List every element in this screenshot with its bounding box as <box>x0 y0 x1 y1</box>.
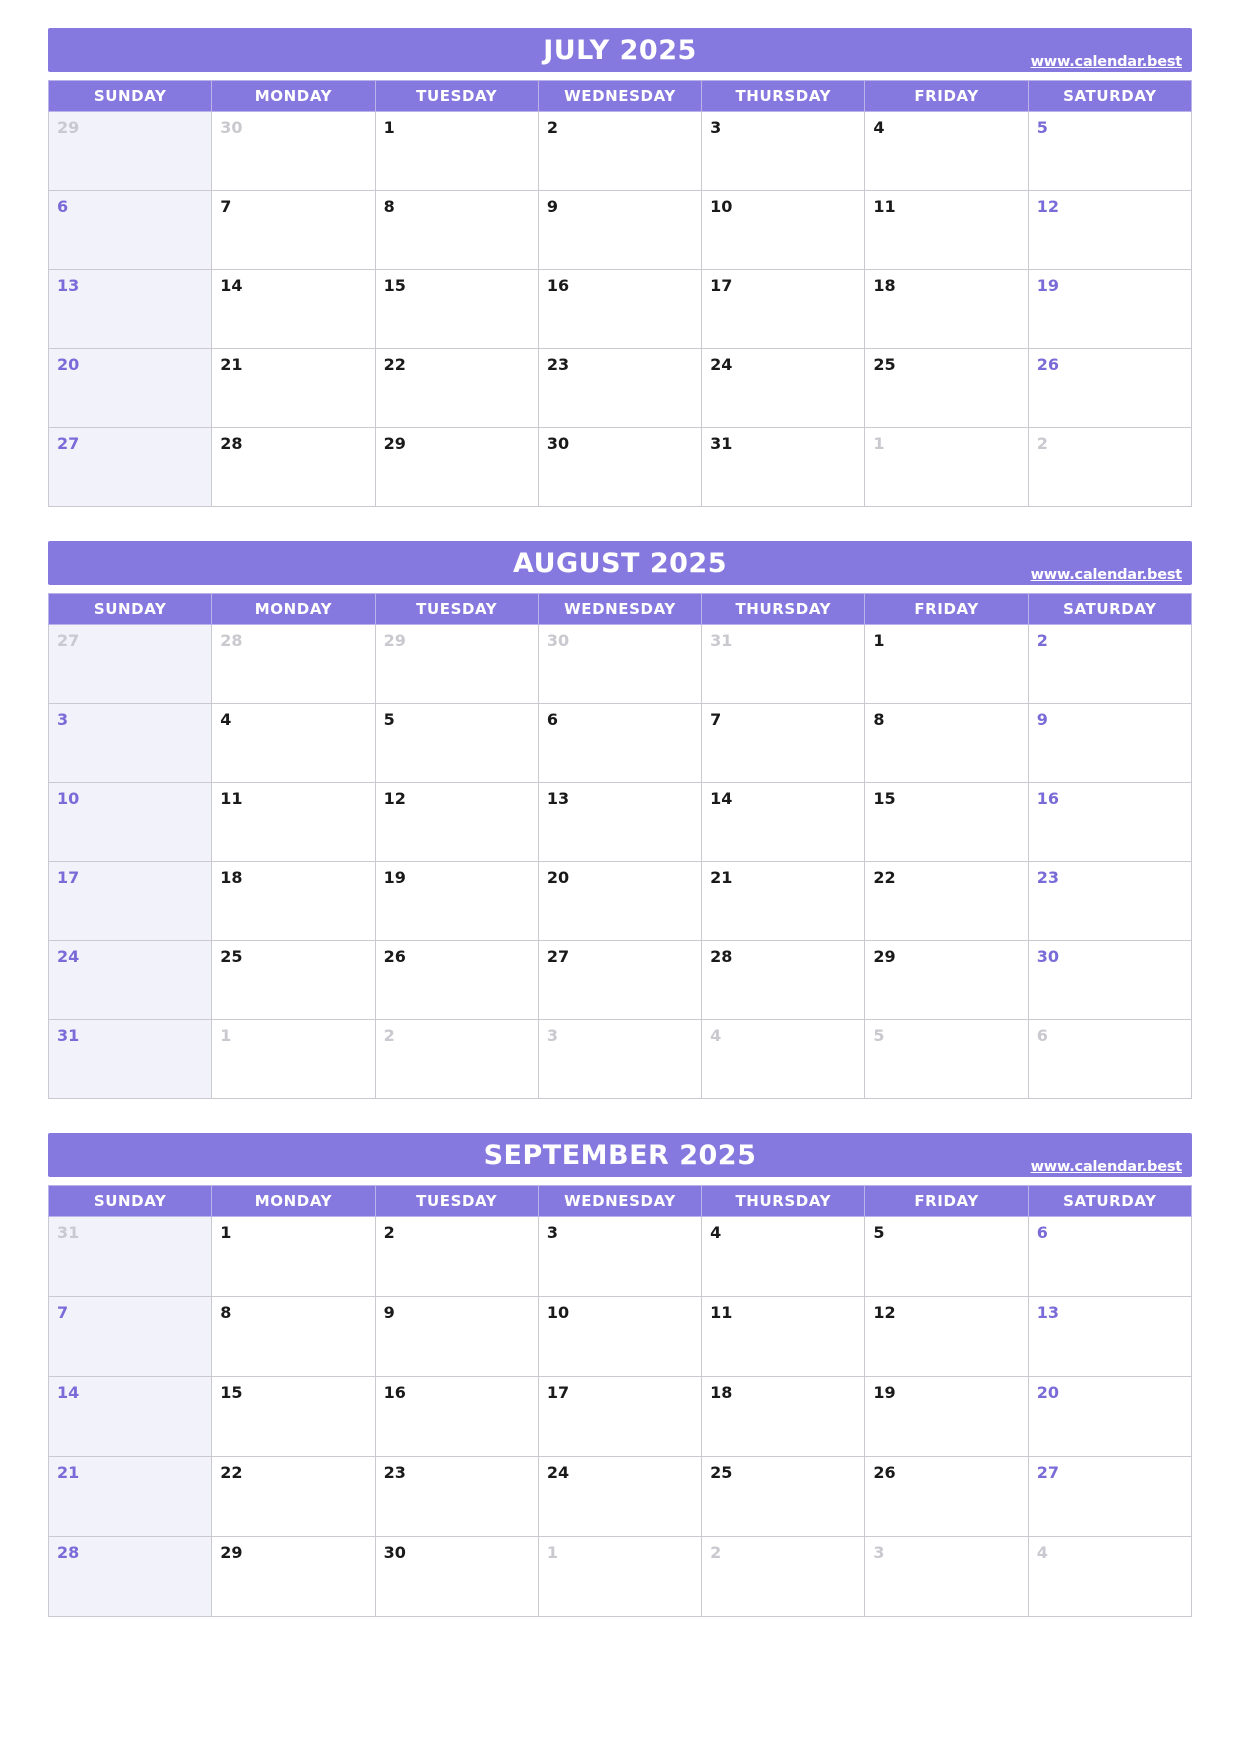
day-cell[interactable]: 8 <box>375 191 538 270</box>
week-row <box>49 941 1192 1020</box>
day-cell[interactable]: 14 <box>702 783 865 862</box>
weekday-header-friday: FRIDAY <box>865 81 1028 112</box>
weekday-header-friday: FRIDAY <box>865 594 1028 625</box>
day-cell[interactable]: 29 <box>49 112 212 191</box>
day-cell[interactable]: 23 <box>1028 862 1191 941</box>
day-cell[interactable]: 30 <box>375 1537 538 1617</box>
day-cell[interactable]: 28 <box>212 428 375 507</box>
day-cell[interactable]: 23 <box>375 1457 538 1537</box>
weekday-header-wednesday: WEDNESDAY <box>538 81 701 112</box>
day-cell[interactable]: 21 <box>212 349 375 428</box>
weekday-header-saturday: SATURDAY <box>1028 594 1191 625</box>
day-cell[interactable]: 5 <box>865 1020 1028 1099</box>
day-cell[interactable]: 22 <box>212 1457 375 1537</box>
week-row <box>49 625 1192 704</box>
weekday-header-friday: FRIDAY <box>865 1186 1028 1217</box>
day-cell[interactable]: 25 <box>212 941 375 1020</box>
day-cell[interactable]: 14 <box>212 270 375 349</box>
weekday-header-tuesday: TUESDAY <box>375 81 538 112</box>
day-cell[interactable]: 3 <box>49 704 212 783</box>
weekday-header-saturday: SATURDAY <box>1028 81 1191 112</box>
day-cell[interactable]: 29 <box>375 428 538 507</box>
day-cell[interactable]: 6 <box>1028 1217 1191 1297</box>
day-cell[interactable]: 5 <box>1028 112 1191 191</box>
day-cell[interactable]: 24 <box>538 1457 701 1537</box>
day-cell[interactable]: 14 <box>49 1377 212 1457</box>
day-cell[interactable]: 11 <box>212 783 375 862</box>
day-cell[interactable]: 1 <box>538 1537 701 1617</box>
day-cell[interactable]: 15 <box>375 270 538 349</box>
day-cell[interactable]: 17 <box>538 1377 701 1457</box>
day-cell[interactable]: 27 <box>1028 1457 1191 1537</box>
day-cell[interactable]: 22 <box>865 862 1028 941</box>
day-cell[interactable]: 12 <box>375 783 538 862</box>
day-cell[interactable]: 9 <box>1028 704 1191 783</box>
day-cell[interactable]: 25 <box>865 349 1028 428</box>
day-cell[interactable]: 27 <box>49 625 212 704</box>
day-cell[interactable]: 29 <box>212 1537 375 1617</box>
day-cell[interactable]: 1 <box>375 112 538 191</box>
day-cell[interactable]: 6 <box>49 191 212 270</box>
day-cell[interactable]: 9 <box>538 191 701 270</box>
weekday-header-saturday: SATURDAY <box>1028 1186 1191 1217</box>
weekday-header-monday: MONDAY <box>212 1186 375 1217</box>
day-cell[interactable]: 31 <box>702 625 865 704</box>
month-header-july <box>48 28 1192 72</box>
week-row <box>49 270 1192 349</box>
day-cell[interactable]: 1 <box>865 625 1028 704</box>
day-cell[interactable]: 7 <box>702 704 865 783</box>
day-cell[interactable]: 15 <box>212 1377 375 1457</box>
day-cell[interactable]: 8 <box>865 704 1028 783</box>
day-cell[interactable]: 17 <box>702 270 865 349</box>
calendar-table-august <box>48 593 1192 1099</box>
day-cell[interactable]: 10 <box>702 191 865 270</box>
day-cell[interactable]: 11 <box>702 1297 865 1377</box>
calendar-table-september <box>48 1185 1192 1617</box>
day-cell[interactable]: 3 <box>538 1217 701 1297</box>
day-cell[interactable]: 28 <box>212 625 375 704</box>
day-cell[interactable]: 24 <box>49 941 212 1020</box>
weekday-header-row <box>49 594 1192 625</box>
day-cell[interactable]: 31 <box>702 428 865 507</box>
table-head-row <box>49 594 1192 625</box>
site-url-link[interactable]: www.calendar.best <box>1030 567 1182 583</box>
day-cell[interactable]: 12 <box>865 1297 1028 1377</box>
day-cell[interactable]: 26 <box>375 941 538 1020</box>
day-cell[interactable]: 2 <box>375 1217 538 1297</box>
day-cell[interactable]: 30 <box>1028 941 1191 1020</box>
day-cell[interactable]: 7 <box>212 191 375 270</box>
day-cell[interactable]: 4 <box>702 1217 865 1297</box>
day-cell[interactable]: 10 <box>538 1297 701 1377</box>
day-cell[interactable]: 2 <box>538 112 701 191</box>
calendar-body <box>49 112 1192 507</box>
day-cell[interactable]: 9 <box>375 1297 538 1377</box>
day-cell[interactable]: 30 <box>212 112 375 191</box>
week-row <box>49 191 1192 270</box>
month-title: AUGUST 2025 <box>513 547 727 579</box>
month-header-august <box>48 541 1192 585</box>
day-cell[interactable]: 20 <box>538 862 701 941</box>
weekday-header-row <box>49 81 1192 112</box>
day-cell[interactable]: 19 <box>375 862 538 941</box>
day-cell[interactable]: 22 <box>375 349 538 428</box>
day-cell[interactable]: 16 <box>1028 783 1191 862</box>
day-cell[interactable]: 4 <box>212 704 375 783</box>
day-cell[interactable]: 18 <box>702 1377 865 1457</box>
day-cell[interactable]: 4 <box>1028 1537 1191 1617</box>
calendar-body <box>49 625 1192 1099</box>
day-cell[interactable]: 21 <box>49 1457 212 1537</box>
day-cell[interactable]: 4 <box>702 1020 865 1099</box>
day-cell[interactable]: 11 <box>865 191 1028 270</box>
table-head-row <box>49 81 1192 112</box>
day-cell[interactable]: 10 <box>49 783 212 862</box>
weekday-header-tuesday: TUESDAY <box>375 594 538 625</box>
month-title: SEPTEMBER 2025 <box>483 1139 757 1171</box>
day-cell[interactable]: 5 <box>865 1217 1028 1297</box>
day-cell[interactable]: 26 <box>865 1457 1028 1537</box>
week-row <box>49 704 1192 783</box>
day-cell[interactable]: 13 <box>538 783 701 862</box>
week-row <box>49 1297 1192 1377</box>
month-block-august <box>48 541 1192 1099</box>
day-cell[interactable]: 18 <box>865 270 1028 349</box>
day-cell[interactable]: 2 <box>1028 625 1191 704</box>
calendar-table-july <box>48 80 1192 507</box>
week-row <box>49 1457 1192 1537</box>
week-row <box>49 1217 1192 1297</box>
weekday-header-sunday: SUNDAY <box>49 1186 212 1217</box>
day-cell[interactable]: 6 <box>538 704 701 783</box>
day-cell[interactable]: 24 <box>702 349 865 428</box>
day-cell[interactable]: 2 <box>702 1537 865 1617</box>
weekday-header-monday: MONDAY <box>212 594 375 625</box>
day-cell[interactable]: 29 <box>375 625 538 704</box>
day-cell[interactable]: 31 <box>49 1020 212 1099</box>
day-cell[interactable]: 30 <box>538 428 701 507</box>
weekday-header-sunday: SUNDAY <box>49 81 212 112</box>
week-row <box>49 1377 1192 1457</box>
day-cell[interactable]: 6 <box>1028 1020 1191 1099</box>
month-block-september <box>48 1133 1192 1617</box>
day-cell[interactable]: 12 <box>1028 191 1191 270</box>
day-cell[interactable]: 28 <box>702 941 865 1020</box>
weekday-header-tuesday: TUESDAY <box>375 1186 538 1217</box>
day-cell[interactable]: 19 <box>1028 270 1191 349</box>
weekday-header-thursday: THURSDAY <box>702 81 865 112</box>
day-cell[interactable]: 27 <box>49 428 212 507</box>
week-row <box>49 112 1192 191</box>
weekday-header-wednesday: WEDNESDAY <box>538 1186 701 1217</box>
site-url-link[interactable]: www.calendar.best <box>1030 1159 1182 1175</box>
day-cell[interactable]: 16 <box>538 270 701 349</box>
weekday-header-thursday: THURSDAY <box>702 1186 865 1217</box>
week-row <box>49 1537 1192 1617</box>
day-cell[interactable]: 5 <box>375 704 538 783</box>
day-cell[interactable]: 2 <box>375 1020 538 1099</box>
day-cell[interactable]: 30 <box>538 625 701 704</box>
day-cell[interactable]: 23 <box>538 349 701 428</box>
month-title: JULY 2025 <box>543 34 697 66</box>
day-cell[interactable]: 4 <box>865 112 1028 191</box>
day-cell[interactable]: 1 <box>865 428 1028 507</box>
week-row <box>49 862 1192 941</box>
table-head-row <box>49 1186 1192 1217</box>
week-row <box>49 428 1192 507</box>
day-cell[interactable]: 3 <box>702 112 865 191</box>
site-url-link[interactable]: www.calendar.best <box>1030 54 1182 70</box>
week-row <box>49 783 1192 862</box>
day-cell[interactable]: 15 <box>865 783 1028 862</box>
day-cell[interactable]: 21 <box>702 862 865 941</box>
day-cell[interactable]: 20 <box>49 349 212 428</box>
day-cell[interactable]: 1 <box>212 1020 375 1099</box>
day-cell[interactable]: 29 <box>865 941 1028 1020</box>
weekday-header-row <box>49 1186 1192 1217</box>
day-cell[interactable]: 27 <box>538 941 701 1020</box>
day-cell[interactable]: 3 <box>865 1537 1028 1617</box>
day-cell[interactable]: 28 <box>49 1537 212 1617</box>
day-cell[interactable]: 7 <box>49 1297 212 1377</box>
day-cell[interactable]: 17 <box>49 862 212 941</box>
day-cell[interactable]: 19 <box>865 1377 1028 1457</box>
day-cell[interactable]: 13 <box>49 270 212 349</box>
weekday-header-wednesday: WEDNESDAY <box>538 594 701 625</box>
month-header-september <box>48 1133 1192 1177</box>
day-cell[interactable]: 31 <box>49 1217 212 1297</box>
weekday-header-sunday: SUNDAY <box>49 594 212 625</box>
day-cell[interactable]: 16 <box>375 1377 538 1457</box>
day-cell[interactable]: 2 <box>1028 428 1191 507</box>
week-row <box>49 349 1192 428</box>
month-block-july <box>48 28 1192 507</box>
day-cell[interactable]: 26 <box>1028 349 1191 428</box>
weekday-header-thursday: THURSDAY <box>702 594 865 625</box>
day-cell[interactable]: 1 <box>212 1217 375 1297</box>
day-cell[interactable]: 20 <box>1028 1377 1191 1457</box>
day-cell[interactable]: 3 <box>538 1020 701 1099</box>
weekday-header-monday: MONDAY <box>212 81 375 112</box>
day-cell[interactable]: 18 <box>212 862 375 941</box>
week-row <box>49 1020 1192 1099</box>
day-cell[interactable]: 25 <box>702 1457 865 1537</box>
calendar-body <box>49 1217 1192 1617</box>
day-cell[interactable]: 8 <box>212 1297 375 1377</box>
day-cell[interactable]: 13 <box>1028 1297 1191 1377</box>
